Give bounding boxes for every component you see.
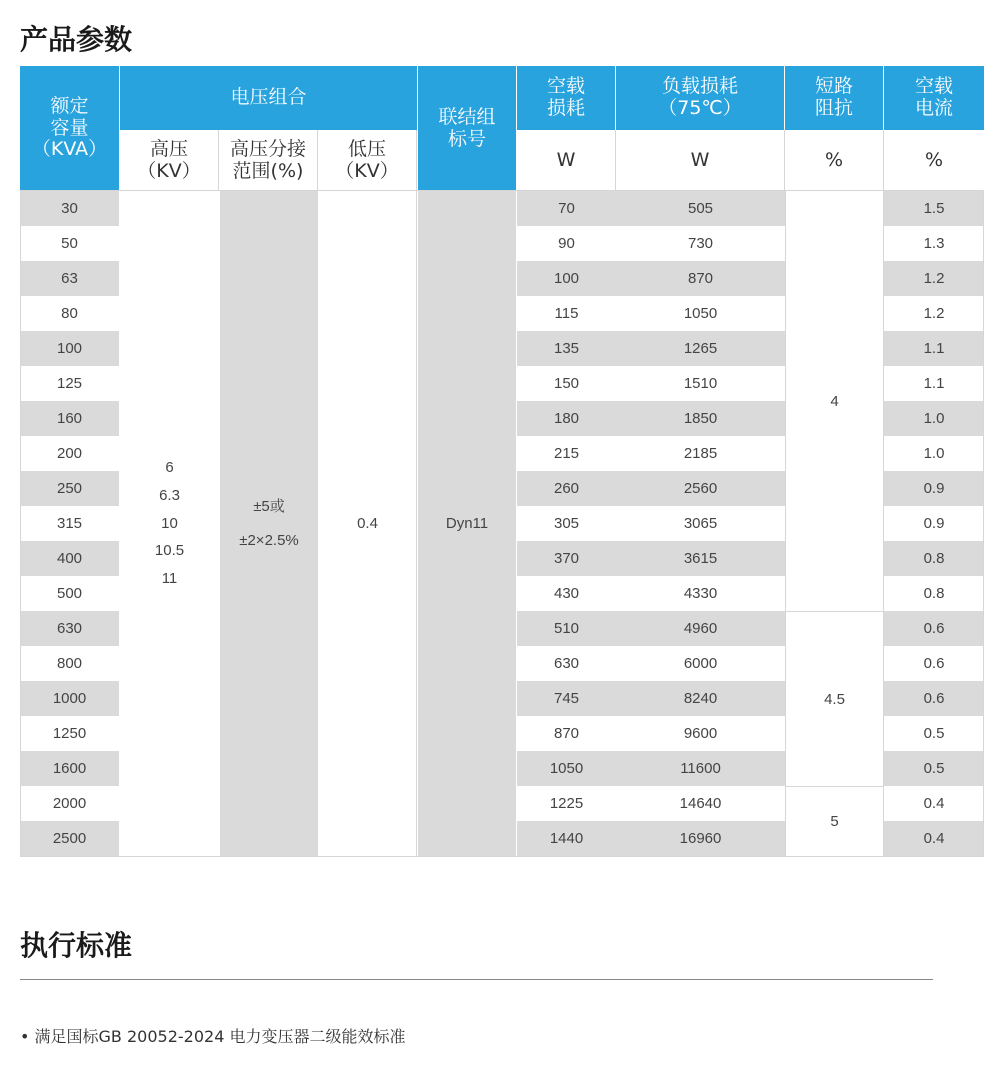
cell-load-loss: 3065	[616, 506, 785, 541]
cell-noload-loss: 100	[517, 261, 616, 296]
cell-capacity: 1250	[20, 716, 119, 751]
cell-load-loss: 4330	[616, 576, 785, 611]
impedance-value-3: 5	[785, 786, 884, 856]
cell-noload-loss: 180	[517, 401, 616, 436]
cell-capacity: 400	[20, 541, 119, 576]
unit-noload-loss: W	[517, 130, 616, 191]
cell-capacity: 200	[20, 436, 119, 471]
section-title-product-params: 产品参数	[20, 23, 133, 56]
cell-capacity: 50	[20, 226, 119, 261]
cell-noload-current: 0.5	[884, 751, 984, 786]
cell-noload-loss: 135	[517, 331, 616, 366]
cell-capacity: 250	[20, 471, 119, 506]
cell-noload-current: 0.6	[884, 646, 984, 681]
impedance-value-1: 4	[785, 191, 884, 611]
cell-load-loss: 6000	[616, 646, 785, 681]
cell-noload-loss: 90	[517, 226, 616, 261]
header-impedance: 短路 阻抗	[785, 66, 883, 130]
cell-noload-current: 0.5	[884, 716, 984, 751]
cell-noload-current: 0.9	[884, 471, 984, 506]
lv-value: 0.4	[319, 191, 417, 856]
cell-noload-loss: 430	[517, 576, 616, 611]
cell-capacity: 500	[20, 576, 119, 611]
cell-noload-loss: 305	[517, 506, 616, 541]
cell-capacity: 125	[20, 366, 119, 401]
header-connection: 联结组 标号	[418, 66, 516, 191]
cell-load-loss: 11600	[616, 751, 785, 786]
cell-noload-current: 0.6	[884, 611, 984, 646]
cell-capacity: 2000	[20, 786, 119, 821]
header-tap: 高压分接 范围(%)	[219, 130, 318, 191]
cell-noload-current: 0.9	[884, 506, 984, 541]
header-lv: 低压 （KV）	[318, 130, 417, 191]
header-load-loss: 负载损耗 （75℃）	[616, 66, 784, 130]
cell-load-loss: 14640	[616, 786, 785, 821]
unit-impedance: %	[785, 130, 884, 191]
cell-capacity: 315	[20, 506, 119, 541]
cell-load-loss: 16960	[616, 821, 785, 856]
hv-values: 6 6.3 10 10.5 11	[120, 191, 219, 856]
cell-noload-current: 0.4	[884, 821, 984, 856]
tap-values: ±5或 ±2×2.5%	[220, 191, 318, 856]
cell-capacity: 100	[20, 331, 119, 366]
header-voltage-group: 电压组合	[120, 66, 417, 130]
cell-noload-current: 1.5	[884, 191, 984, 226]
cell-capacity: 30	[20, 191, 119, 226]
cell-noload-current: 1.2	[884, 296, 984, 331]
cell-noload-current: 0.4	[884, 786, 984, 821]
cell-load-loss: 730	[616, 226, 785, 261]
header-noload-loss: 空载 损耗	[517, 66, 615, 130]
cell-noload-loss: 1050	[517, 751, 616, 786]
cell-load-loss: 8240	[616, 681, 785, 716]
cell-noload-current: 1.1	[884, 331, 984, 366]
cell-load-loss: 1050	[616, 296, 785, 331]
cell-noload-loss: 260	[517, 471, 616, 506]
cell-capacity: 63	[20, 261, 119, 296]
header-noload-current: 空载 电流	[884, 66, 984, 130]
cell-noload-current: 1.0	[884, 436, 984, 471]
cell-noload-loss: 70	[517, 191, 616, 226]
cell-noload-loss: 510	[517, 611, 616, 646]
cell-load-loss: 1510	[616, 366, 785, 401]
cell-capacity: 630	[20, 611, 119, 646]
cell-load-loss: 2185	[616, 436, 785, 471]
cell-load-loss: 1850	[616, 401, 785, 436]
cell-noload-loss: 150	[517, 366, 616, 401]
cell-noload-loss: 745	[517, 681, 616, 716]
cell-capacity: 1000	[20, 681, 119, 716]
cell-noload-current: 1.0	[884, 401, 984, 436]
cell-noload-loss: 1225	[517, 786, 616, 821]
cell-noload-current: 0.6	[884, 681, 984, 716]
impedance-value-2: 4.5	[785, 611, 884, 786]
cell-load-loss: 505	[616, 191, 785, 226]
cell-noload-loss: 1440	[517, 821, 616, 856]
cell-capacity: 160	[20, 401, 119, 436]
cell-noload-current: 0.8	[884, 576, 984, 611]
cell-capacity: 1600	[20, 751, 119, 786]
cell-load-loss: 4960	[616, 611, 785, 646]
divider	[20, 979, 933, 980]
cell-noload-loss: 215	[517, 436, 616, 471]
cell-load-loss: 2560	[616, 471, 785, 506]
cell-noload-current: 0.8	[884, 541, 984, 576]
cell-noload-current: 1.2	[884, 261, 984, 296]
cell-capacity: 800	[20, 646, 119, 681]
cell-load-loss: 870	[616, 261, 785, 296]
section-title-standard: 执行标准	[20, 929, 133, 962]
cell-load-loss: 9600	[616, 716, 785, 751]
standard-note: • 满足国标GB 20052-2024 电力变压器二级能效标准	[20, 1027, 406, 1046]
cell-load-loss: 1265	[616, 331, 785, 366]
cell-noload-loss: 630	[517, 646, 616, 681]
unit-load-loss: W	[616, 130, 785, 191]
cell-capacity: 80	[20, 296, 119, 331]
header-hv: 高压 （KV）	[120, 130, 219, 191]
cell-noload-loss: 115	[517, 296, 616, 331]
connection-value: Dyn11	[418, 191, 516, 856]
cell-noload-current: 1.3	[884, 226, 984, 261]
cell-noload-loss: 370	[517, 541, 616, 576]
cell-noload-loss: 870	[517, 716, 616, 751]
cell-capacity: 2500	[20, 821, 119, 856]
unit-current: %	[884, 130, 984, 191]
header-capacity: 额定 容量 （KVA）	[20, 66, 119, 191]
cell-noload-current: 1.1	[884, 366, 984, 401]
cell-load-loss: 3615	[616, 541, 785, 576]
